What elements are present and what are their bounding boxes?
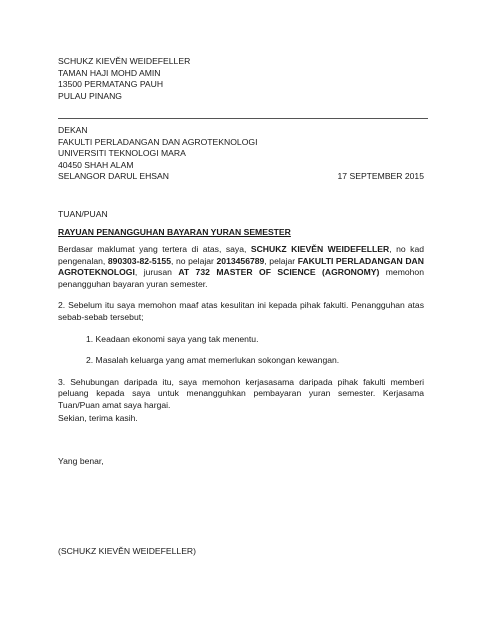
sender-address-line-1: TAMAN HAJI MOHD AMIN (58, 67, 161, 78)
paragraph-3: 3. Sehubungan daripada itu, saya memohon kerjasasama daripada pihak fakulti memberi peluang kepada saya untuk menangguhkan pembayaran yuran semester. Kerjasama Tuan/Puan amat saya hargai. (58, 376, 424, 410)
letter-subject: RAYUAN PENANGGUHAN BAYARAN YURAN SEMESTER (58, 227, 291, 237)
para1-text-3: , no pelajar (170, 255, 217, 266)
program-name: AT 732 MASTER OF SCIENCE (AGRONOMY) (178, 267, 380, 278)
sender-address (58, 56, 424, 102)
letter-date: 17 SEPTEMBER 2015 (337, 171, 424, 181)
recipient-line-3: UNIVERSITI TEKNOLOGI MARA (58, 148, 186, 159)
ic-number: 890303-82-5155 (107, 255, 171, 266)
para1-text-1: Berdasar maklumat yang tertera di atas, saya, (58, 244, 251, 254)
para1-text-2: , no kad pengenalan, (58, 244, 425, 266)
reason-item-1: 1. Keadaan ekonomi saya yang tak menentu. (86, 333, 259, 344)
closing-line: Sekian, terima kasih. (58, 413, 138, 423)
recipient-line-1: DEKAN (58, 125, 88, 135)
student-number: 2013456789 (216, 255, 265, 266)
student-name: SCHUKZ KIEVĚN WEIDEFELLER (250, 244, 390, 254)
header-divider (58, 118, 428, 119)
paragraph-2: 2. Sebelum itu saya memohon maaf atas kesulitan ini kepada pihak fakulti. Penangguhan atas sebab-sebab tersebut; (58, 300, 424, 322)
recipient-line-2: FAKULTI PERLADANGAN DAN AGROTEKNOLOGI (58, 136, 258, 147)
salutation: TUAN/PUAN (58, 209, 108, 219)
sender-address-line-3: PULAU PINANG (58, 90, 122, 101)
paragraph-1 (58, 244, 424, 290)
letter-body (58, 244, 424, 422)
sender-address-line-2: 13500 PERMATANG PAUH (58, 79, 164, 90)
recipient-line-5: SELANGOR DARUL EHSAN (58, 171, 169, 182)
signature-name: (SCHUKZ KIEVĚN WEIDEFELLER) (58, 546, 196, 556)
signoff: Yang benar, (58, 456, 104, 466)
reason-item-2: 2. Masalah keluarga yang amat memerlukan sokongan kewangan. (86, 355, 340, 366)
para1-text-6: memohon penangguhan bayaran yuran semester. (58, 267, 424, 289)
para1-text-4: , pelajar (264, 255, 298, 266)
sender-name: SCHUKZ KIEVĚN WEIDEFELLER (58, 56, 191, 66)
para1-text-5: , jurusan (134, 267, 179, 278)
recipient-line-4: 40450 SHAH ALAM (58, 159, 134, 170)
faculty-name: FAKULTI PERLADANGAN DAN AGROTEKNOLOGI (58, 255, 424, 278)
